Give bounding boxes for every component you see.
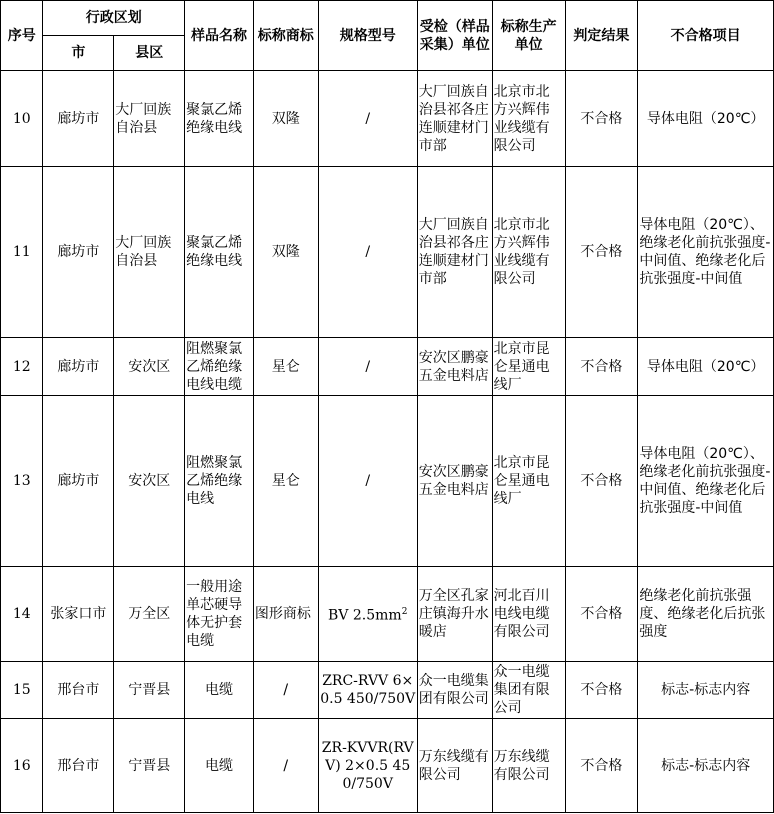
cell-inspected-unit: 大厂回族自治县祁各庄连顺建材门市部 — [417, 167, 492, 338]
cell-sample-name: 一般用途单芯硬导体无护套电缆 — [185, 567, 254, 662]
cell-county: 安次区 — [114, 396, 185, 567]
cell-producer: 万东线缆有限公司 — [492, 719, 565, 813]
cell-spec: / — [318, 167, 417, 338]
table-row — [1, 567, 774, 662]
header-seq: 序号 — [1, 1, 43, 71]
cell-result: 不合格 — [565, 719, 638, 813]
header-result: 判定结果 — [565, 1, 638, 71]
cell-seq: 15 — [1, 662, 43, 719]
cell-county: 大厂回族自治县 — [114, 71, 185, 167]
cell-sample-name: 电缆 — [185, 662, 254, 719]
cell-city: 邢台市 — [43, 662, 114, 719]
cell-result: 不合格 — [565, 71, 638, 167]
cell-failed-items: 导体电阻（20℃） — [638, 338, 774, 396]
cell-inspected-unit: 安次区鹏豪五金电料店 — [417, 338, 492, 396]
cell-city: 廊坊市 — [43, 167, 114, 338]
cell-result: 不合格 — [565, 167, 638, 338]
cell-county: 宁晋县 — [114, 719, 185, 813]
cell-seq: 14 — [1, 567, 43, 662]
cell-brand: 图形商标 — [253, 567, 318, 662]
table-row — [1, 71, 774, 167]
cell-county: 宁晋县 — [114, 662, 185, 719]
cell-spec: / — [318, 338, 417, 396]
cell-producer: 河北百川电线电缆有限公司 — [492, 567, 565, 662]
cell-failed-items: 导体电阻（20℃）、绝缘老化前抗张强度-中间值、绝缘老化后抗张强度-中间值 — [638, 396, 774, 567]
cell-sample-name: 阻燃聚氯乙烯绝缘电线 — [185, 396, 254, 567]
cell-inspected-unit: 大厂回族自治县祁各庄连顺建材门市部 — [417, 71, 492, 167]
cell-failed-items: 绝缘老化前抗张强度、绝缘老化后抗张强度 — [638, 567, 774, 662]
table-row — [1, 396, 774, 567]
cell-producer: 北京市昆仑星通电线厂 — [492, 338, 565, 396]
cell-sample-name: 聚氯乙烯绝缘电线 — [185, 167, 254, 338]
cell-city: 廊坊市 — [43, 396, 114, 567]
cell-city: 廊坊市 — [43, 71, 114, 167]
cell-spec — [318, 567, 417, 662]
cell-brand: / — [253, 662, 318, 719]
header-county: 县区 — [114, 36, 185, 71]
cell-seq: 10 — [1, 71, 43, 167]
header-row-top — [1, 1, 774, 36]
header-city: 市 — [43, 36, 114, 71]
cell-city: 邢台市 — [43, 719, 114, 813]
cell-inspected-unit: 万东线缆有限公司 — [417, 719, 492, 813]
cell-brand: 双隆 — [253, 167, 318, 338]
cell-seq: 16 — [1, 719, 43, 813]
cell-spec: / — [318, 396, 417, 567]
cell-failed-items: 标志-标志内容 — [638, 719, 774, 813]
cell-result: 不合格 — [565, 567, 638, 662]
cell-seq: 12 — [1, 338, 43, 396]
cell-inspected-unit: 万全区孔家庄镇海升水暖店 — [417, 567, 492, 662]
cell-city: 廊坊市 — [43, 338, 114, 396]
cell-inspected-unit: 众一电缆集团有限公司 — [417, 662, 492, 719]
table-row — [1, 338, 774, 396]
cell-failed-items: 导体电阻（20℃）、绝缘老化前抗张强度-中间值、绝缘老化后抗张强度-中间值 — [638, 167, 774, 338]
cell-result: 不合格 — [565, 396, 638, 567]
cell-city: 张家口市 — [43, 567, 114, 662]
cell-sample-name: 聚氯乙烯绝缘电线 — [185, 71, 254, 167]
cell-seq: 11 — [1, 167, 43, 338]
cell-producer: 众一电缆集团有限公司 — [492, 662, 565, 719]
cell-spec: ZRC-RVV 6×0.5 450/750V — [318, 662, 417, 719]
cell-producer: 北京市北方兴辉伟业线缆有限公司 — [492, 167, 565, 338]
table-row — [1, 719, 774, 813]
cell-county: 安次区 — [114, 338, 185, 396]
cell-brand: 星仑 — [253, 396, 318, 567]
header-inspected-unit: 受检（样品采集）单位 — [417, 1, 492, 71]
header-producer: 标称生产单位 — [492, 1, 565, 71]
header-sample-name: 样品名称 — [185, 1, 254, 71]
table-row — [1, 662, 774, 719]
cell-spec: ZR-KVVR(RVV) 2×0.5 450/750V — [318, 719, 417, 813]
cell-failed-items: 标志-标志内容 — [638, 662, 774, 719]
cell-result: 不合格 — [565, 662, 638, 719]
cell-seq: 13 — [1, 396, 43, 567]
cell-brand: / — [253, 719, 318, 813]
table-row — [1, 167, 774, 338]
cell-failed-items: 导体电阻（20℃） — [638, 71, 774, 167]
spec-superscript: 2 — [401, 607, 408, 618]
cell-producer: 北京市北方兴辉伟业线缆有限公司 — [492, 71, 565, 167]
header-region: 行政区划 — [43, 1, 185, 36]
cell-sample-name: 电缆 — [185, 719, 254, 813]
cell-spec: / — [318, 71, 417, 167]
header-failed-items: 不合格项目 — [638, 1, 774, 71]
cell-county: 大厂回族自治县 — [114, 167, 185, 338]
cell-producer: 北京市昆仑星通电线厂 — [492, 396, 565, 567]
spec-text: BV 2.5mm — [328, 607, 402, 624]
header-spec: 规格型号 — [318, 1, 417, 71]
cell-brand: 星仑 — [253, 338, 318, 396]
cell-inspected-unit: 安次区鹏豪五金电料店 — [417, 396, 492, 567]
cell-sample-name: 阻燃聚氯乙烯绝缘电线电缆 — [185, 338, 254, 396]
header-brand: 标称商标 — [253, 1, 318, 71]
cell-county: 万全区 — [114, 567, 185, 662]
cell-brand: 双隆 — [253, 71, 318, 167]
cell-result: 不合格 — [565, 338, 638, 396]
